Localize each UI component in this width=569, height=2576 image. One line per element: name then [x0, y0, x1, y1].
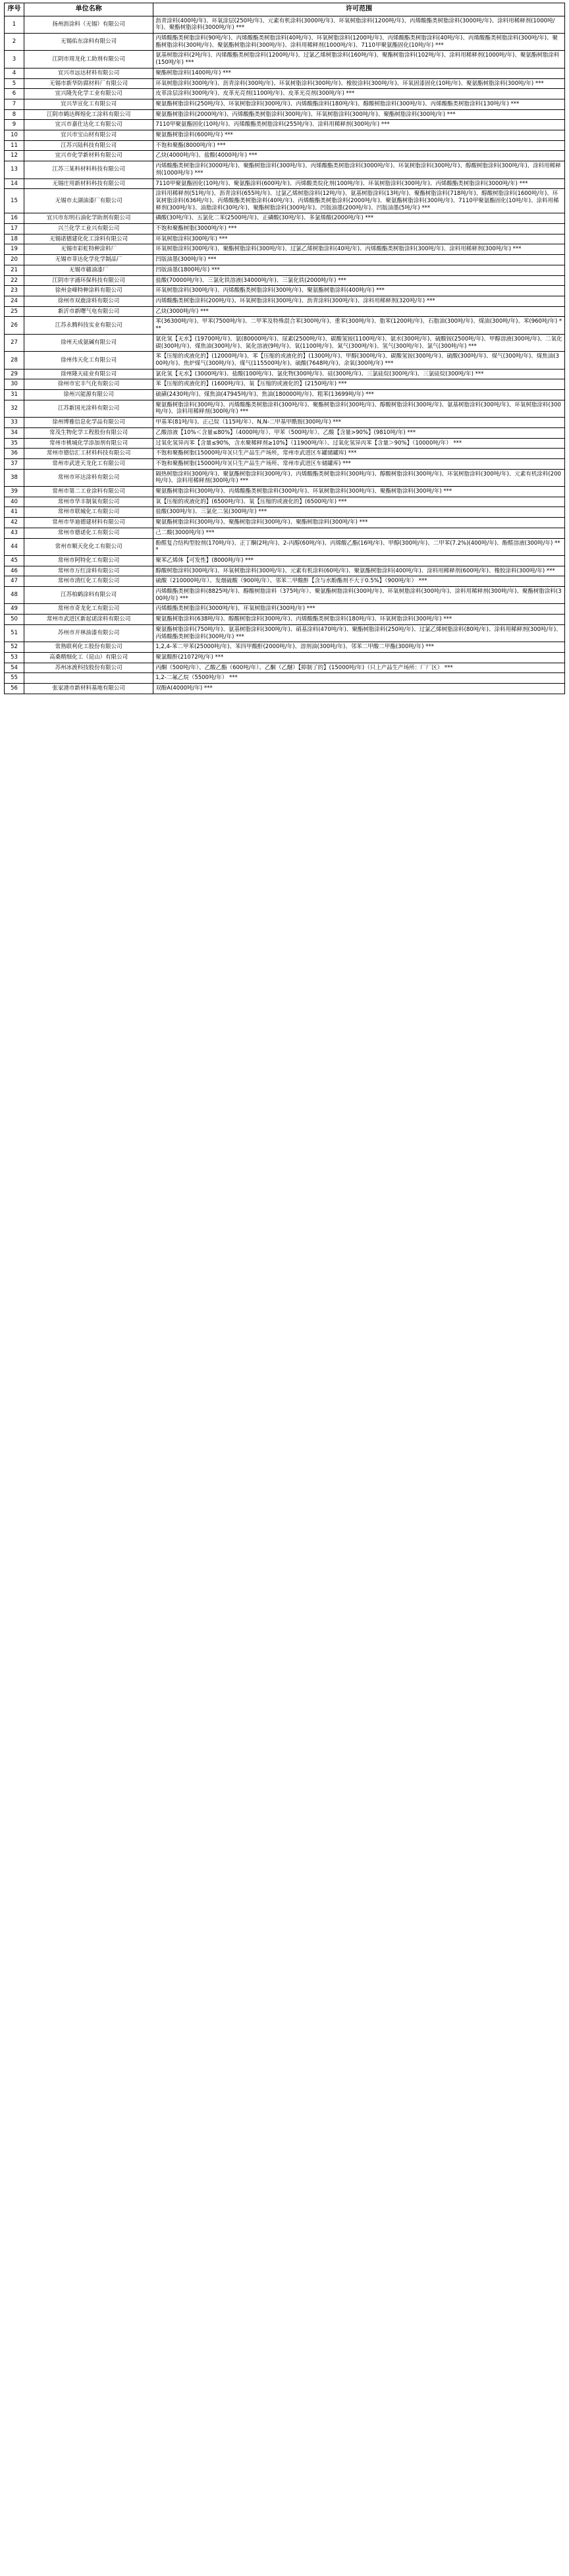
cell-permit-scope: 环氧树脂涂料(300吨/年)、聚酯树脂涂料(300吨/年)、过氯乙烯树脂涂料(40吨/年)、丙烯酸酯类树脂涂料(300吨/年)、涂料用稀释剂(300吨/年) *** [153, 244, 565, 255]
table-row [5, 161, 565, 178]
cell-no: 28 [5, 352, 24, 369]
cell-company-name: 徐州隆天硅业有限公司 [24, 369, 153, 379]
cell-company-name: 常州市武进区新起诺涂料有限公司 [24, 615, 153, 625]
cell-no: 40 [5, 497, 24, 507]
cell-permit-scope: 硫酸（210000吨/年）、发烟硫酸（900吨/年）、邻苯二甲酸酐【含与水酚酯剂不大于0.5%】（900吨/年） *** [153, 576, 565, 587]
table-row [5, 130, 565, 141]
cell-permit-scope: 双酚A(4000吨/年) *** [153, 684, 565, 694]
cell-no: 14 [5, 178, 24, 189]
cell-no: 24 [5, 296, 24, 306]
cell-company-name: 江苏新国光涂料有限公司 [24, 400, 153, 417]
table-body [5, 16, 565, 694]
table-row [5, 518, 565, 528]
cell-no: 53 [5, 653, 24, 663]
cell-permit-scope: 氨基树脂涂料(2吨/年)、丙烯酸酯类树脂涂料(1200吨/年)、过氯乙烯树脂涂料(160吨/年)、聚酯树脂涂料(102吨/年)、涂料用稀释剂(1000吨/年)、聚氨酯树脂涂料(150吨/年) *** [153, 51, 565, 68]
cell-permit-scope: 丙烯酸酯类树脂涂料(3000吨/年)、聚酯树脂涂料(300吨/年)、丙烯酸酯类树脂涂料(3000吨/年)、环氧树脂涂料(300吨/年)、醇酸树脂涂料(300吨/年)、涂料用稀释剂(1000吨/年) *** [153, 161, 565, 178]
cell-no: 25 [5, 306, 24, 317]
table-row [5, 296, 565, 306]
table-row [5, 189, 565, 213]
cell-company-name: 常州市顺天化化工有限公司 [24, 538, 153, 555]
cell-no: 39 [5, 487, 24, 497]
cell-permit-scope: 聚氨酯树脂涂料(250吨/年)、环氧树脂涂料(300吨/年)、丙烯酸酯涂料(180吨/年)、醇酸树脂涂料(300吨/年)、丙烯酸酯类树脂涂料(130吨/年) *** [153, 99, 565, 109]
cell-no: 15 [5, 189, 24, 213]
table-row [5, 624, 565, 642]
cell-permit-scope: 环氧树脂涂料(300吨/年)、丙烯酸酯类树脂涂料(300吨/年)、聚氨酯树脂涂料(400吨/年) *** [153, 286, 565, 296]
cell-company-name: 无锡市彩虹特种涂料厂 [24, 244, 153, 255]
cell-company-name: 常州市华丰制氧有限公司 [24, 497, 153, 507]
cell-company-name: 江苏三某科材料科技有限公司 [24, 161, 153, 178]
table-row [5, 275, 565, 286]
cell-no: 47 [5, 576, 24, 587]
cell-company-name: 常州市桃城化学添加剂有限公司 [24, 438, 153, 449]
table-row [5, 334, 565, 351]
table-row [5, 213, 565, 224]
table-row [5, 604, 565, 615]
cell-permit-scope: 聚酯树脂涂料(1400吨/年) *** [153, 68, 565, 78]
cell-no: 42 [5, 518, 24, 528]
table-row [5, 400, 565, 417]
table-row [5, 317, 565, 334]
table-row [5, 390, 565, 400]
cell-permit-scope: 聚氨酯树脂涂料(300吨/年)、聚酯树脂涂料(300吨/年)、聚酯树脂涂料(300吨/年) *** [153, 518, 565, 528]
cell-permit-scope: 氨化氢【无水】(19700吨/年)、氨(80000吨/年)、尿素(2500吨/年)、碳酸氢铵(1100吨/年)、氨水(300吨/年)、硫酸铵(2500吨/年)、甲醇溶液(300吨/年)、二氧化碳(300吨/年)、煤焦油(300吨/年)、氮化溶液(9吨/年)、氧(1100吨/年)、氮气(300吨/年)、氢气(300吨/年)、氯气(300吨/年) *** [153, 334, 565, 351]
cell-permit-scope: 盐酸(70000吨/年)、三氯化铁溶液(34000吨/年)、三氯化铁(2000吨/年) *** [153, 275, 565, 286]
table-row [5, 555, 565, 566]
cell-company-name: 常茂生物化学工程股份有限公司 [24, 427, 153, 438]
cell-permit-scope: 不饱和聚酯(8000吨/年) *** [153, 140, 565, 151]
cell-company-name: 常州市联城化工有限公司 [24, 507, 153, 518]
table-row [5, 497, 565, 507]
cell-no: 1 [5, 16, 24, 33]
document-page [0, 0, 569, 701]
cell-no: 36 [5, 449, 24, 459]
cell-no: 35 [5, 438, 24, 449]
cell-company-name: 江阴市周龙化工助剂有限公司 [24, 51, 153, 68]
cell-company-name: 宜兴隆先化学工业有限公司 [24, 89, 153, 99]
cell-no: 12 [5, 151, 24, 161]
table-row [5, 120, 565, 130]
table-row [5, 566, 565, 576]
cell-permit-scope: 磷酸(30吨/年)、五氯化二苯(2500吨/年)、正磷酸(30吨/年)、多氯烯酸(2000吨/年) *** [153, 213, 565, 224]
cell-no: 51 [5, 624, 24, 642]
table-row [5, 663, 565, 673]
table-row [5, 642, 565, 653]
cell-no: 5 [5, 78, 24, 89]
cell-company-name: 江苏柏鹤涂料有限公司 [24, 587, 153, 604]
cell-company-name: 常熟联利化工股份有限公司 [24, 642, 153, 653]
cell-permit-scope: 苯(36300吨/年)、甲苯(7500吨/年)、二甲苯及特殊混合苯(300吨/年)、重苯(300吨/年)、脂苯(1200吨/年)、石脂油(300吨/年)、煤油(300吨/年)、苯(960吨/年) *** [153, 317, 565, 334]
cell-permit-scope: 沥青涂料(400吨/年)、环氧涂层(250吨/年)、元素有机涂料(3000吨/年)、环氧树脂涂料(1200吨/年)、丙烯酸酯类树脂涂料(3000吨/年)、涂料用稀释剂(1000吨/年)、聚酯树脂涂料(3000吨/年) *** [153, 16, 565, 33]
table-row [5, 244, 565, 255]
cell-no: 55 [5, 673, 24, 684]
table-row [5, 78, 565, 89]
cell-no: 10 [5, 130, 24, 141]
cell-permit-scope: 聚氨酯树脂涂料(750吨/年)、氨基树脂涂料(300吨/年)、硝基涂料(470吨/年)、聚酯树脂涂料(250吨/年)、过氯乙烯树脂涂料(80吨/年)、涂料用稀释剂(300吨/年)、丙烯酸酯类树脂涂料(300吨/年) *** [153, 624, 565, 642]
cell-permit-scope: 过氧化氢异丙苯【含量≤90%，含水聚稀释剂≥10%】（11900吨/年）、过氧化氢异丙苯【含量＞90%】（10000吨/年） *** [153, 438, 565, 449]
cell-no: 2 [5, 34, 24, 51]
cell-company-name: 常州市万红涂料有限公司 [24, 566, 153, 576]
cell-permit-scope: 硫磺(2430吨/年)、煤焦油(47945吨/年)、焦油(180000吨/年)、粗苯(13699吨/年) *** [153, 390, 565, 400]
cell-no: 50 [5, 615, 24, 625]
table-row [5, 449, 565, 459]
cell-no: 29 [5, 369, 24, 379]
cell-no: 32 [5, 400, 24, 417]
cell-no: 17 [5, 224, 24, 234]
table-row [5, 684, 565, 694]
table-row [5, 369, 565, 379]
column-header-scope: 许可范围 [153, 3, 565, 16]
cell-permit-scope: 皮革涂层涂料(300吨/年)、皮革光亮剂(1100吨/年)、皮革光亮剂(300吨/年) *** [153, 89, 565, 99]
cell-permit-scope: 氧【压缩的或液化的】(6500吨/年)、氧【压缩的或液化的】(6500吨/年) *** [153, 497, 565, 507]
table-row [5, 178, 565, 189]
table-row [5, 458, 565, 469]
cell-company-name: 徐州金峰特种涂料有限公司 [24, 286, 153, 296]
cell-permit-scope: 苯【压缩的或液化的】(1600吨/年)、氧【压缩的或液化的】(2150吨/年) *** [153, 379, 565, 390]
cell-no: 11 [5, 140, 24, 151]
table-row [5, 352, 565, 369]
table-row [5, 151, 565, 161]
cell-no: 6 [5, 89, 24, 99]
cell-company-name: 无锡市赣油漆厂 [24, 265, 153, 275]
cell-permit-scope: 酚醛复合结构型胶剂(170吨/年)、正丁酮(2吨/年)、2-丙醇(60吨/年)、丙烯酸乙酯(16吨/年)、甲醇(300吨/年)、二甲苯(7.2%)(400吨/年)、酚醛溶液(300吨/年) *** [153, 538, 565, 555]
table-row [5, 224, 565, 234]
table-row [5, 469, 565, 486]
cell-company-name: 扬州沥涂料（无锡）有限公司 [24, 16, 153, 33]
cell-permit-scope: 凹版油墨(300吨/年) *** [153, 255, 565, 265]
cell-company-name: 徐州天成氨碱有限公司 [24, 334, 153, 351]
cell-no: 22 [5, 275, 24, 286]
cell-no: 44 [5, 538, 24, 555]
cell-company-name: 宜兴市嘉仕达化工有限公司 [24, 120, 153, 130]
cell-company-name [24, 673, 153, 684]
table-row [5, 487, 565, 497]
table-row [5, 265, 565, 275]
table-row [5, 538, 565, 555]
cell-permit-scope: 丙烯酸酯类树脂涂料(90吨/年)、丙烯酸酯类树脂涂料(40吨/年)、环氧树脂涂料(1200吨/年)、丙烯酸酯类树脂涂料(40吨/年)、丙烯酸酯类树脂涂料(300吨/年)、聚酯树脂涂料(300吨/年)、聚氨酯树脂涂料(300吨/年)、涂料用稀释剂(1000吨/年)、7110甲聚氨酯固化(10吨/年) *** [153, 34, 565, 51]
cell-permit-scope: 己二酸(3000吨/年) *** [153, 528, 565, 538]
cell-permit-scope: 环氧树脂涂料(300吨/年)、沥青涂料(300吨/年)、环氧树脂涂料(300吨/年)、橡胶涂料(300吨/年)、环氧固漆固化(10吨/年)、聚氨酯树脂涂料(300吨/年) *** [153, 78, 565, 89]
cell-company-name: 宜兴华宣化工有限公司 [24, 99, 153, 109]
cell-company-name: 徐州市宏丰气化有限公司 [24, 379, 153, 390]
cell-no: 41 [5, 507, 24, 518]
table-row [5, 507, 565, 518]
table-row [5, 89, 565, 99]
cell-company-name: 常州市环达涂料有限公司 [24, 469, 153, 486]
cell-permit-scope: 不饱和聚酯树脂(15000吨/年)(只生产品生产场所，常州市武进区车罐储罐库) *** [153, 449, 565, 459]
table-row [5, 528, 565, 538]
cell-no: 46 [5, 566, 24, 576]
cell-company-name: 兴兰化学工业兴有限公司 [24, 224, 153, 234]
cell-no: 43 [5, 528, 24, 538]
cell-permit-scope: 乙炔(3000吨/年) *** [153, 306, 565, 317]
cell-company-name: 无锡市太湖油漆厂有限公司 [24, 189, 153, 213]
table-row [5, 16, 565, 33]
cell-no: 16 [5, 213, 24, 224]
cell-company-name: 江苏兴陆科技有限公司 [24, 140, 153, 151]
cell-company-name: 常州市德信汇工材料科技有限公司 [24, 449, 153, 459]
cell-permit-scope: 丙酮（500吨/年）、乙酸乙酯（600吨/年）、乙酮（乙醚）【抑制了的】(15000吨/年)（只上产品生产场所：厂厂区） *** [153, 663, 565, 673]
cell-company-name: 宜兴市化学新材料有限公司 [24, 151, 153, 161]
cell-company-name: 无锡市菲达化学化学制品厂 [24, 255, 153, 265]
cell-no: 52 [5, 642, 24, 653]
cell-permit-scope: 丙烯酸酯类树脂涂料(200吨/年)、环氧树脂涂料(300吨/年)、沥青涂料(300吨/年)、涂料用稀释剂(320吨/年) *** [153, 296, 565, 306]
table-row [5, 438, 565, 449]
table-row [5, 68, 565, 78]
cell-company-name: 宜兴市宝山材有限公司 [24, 130, 153, 141]
cell-permit-scope: 乙炔(4000吨/年)、盐酸(4000吨/年) *** [153, 151, 565, 161]
cell-company-name: 苏州市开林油漆有限公司 [24, 624, 153, 642]
cell-company-name: 徐州市双鹿涂料有限公司 [24, 296, 153, 306]
cell-permit-scope: 聚苯乙烯体【可发性】(8000吨/年) *** [153, 555, 565, 566]
table-row [5, 286, 565, 296]
cell-no: 31 [5, 390, 24, 400]
table-row [5, 673, 565, 684]
table-row [5, 427, 565, 438]
cell-no: 21 [5, 265, 24, 275]
cell-permit-scope: 聚氨酯树脂涂料(638吨/年)、醇酸树脂涂料(300吨/年)、丙烯酸酯类树脂涂料(180吨/年)、环氧树脂涂料(300吨/年) *** [153, 615, 565, 625]
cell-permit-scope: 7110甲聚氨酯固化(10吨/年)、丙烯酸酯类树脂涂料(255吨/年)、涂料用稀释剂(300吨/年) *** [153, 120, 565, 130]
table-row [5, 653, 565, 663]
cell-permit-scope: 不饱和聚酯树脂(3000吨/年) *** [153, 224, 565, 234]
cell-company-name: 徐州博雅信息化学品有限公司 [24, 418, 153, 428]
cell-company-name: 无锡佑东涂料有限公司 [24, 34, 153, 51]
cell-no: 26 [5, 317, 24, 334]
cell-company-name: 张家港市新材料基地有限公司 [24, 684, 153, 694]
cell-permit-scope: 醇酸树脂涂料(300吨/年)、环氧树脂涂料(300吨/年)、元素有机涂料(60吨/年)、聚氨酯树脂涂料(400吨/年)、涂料用稀释剂(600吨/年)、橡胶涂料(300吨/年) *** [153, 566, 565, 576]
cell-no: 20 [5, 255, 24, 265]
cell-no: 27 [5, 334, 24, 351]
table-header-row [5, 3, 565, 16]
cell-permit-scope: 聚氨酯树脂涂料(2000吨/年)、丙烯酸酯类树脂涂料(300吨/年)、环氧树脂涂料(300吨/年)、聚酯树脂涂料(300吨/年) *** [153, 109, 565, 120]
cell-company-name: 徐州伟天化工有限公司 [24, 352, 153, 369]
cell-permit-scope: 甲基苯(81吨/年)、正己烷（115吨/年）、N,N-二甲基甲酰胺(300吨/年) *** [153, 418, 565, 428]
cell-permit-scope: 不饱和聚酯树脂(15000吨/年)(只生产品生产场所、常州市武进区车储罐库) *** [153, 458, 565, 469]
table-row [5, 234, 565, 244]
cell-no: 56 [5, 684, 24, 694]
table-row [5, 418, 565, 428]
cell-permit-scope: 盐酸(300吨/年)、三氯化二氢(300吨/年) *** [153, 507, 565, 518]
cell-company-name: 江阴市鹤达辉煌化工涂料有限公司 [24, 109, 153, 120]
cell-permit-scope: 乙酸溶液【10%＜含量≤80%】（4000吨/年）、甲苯（500吨/年）、乙酸【含量>90%】(9810吨/年) *** [153, 427, 565, 438]
cell-company-name: 常州市奇龙化工有限公司 [24, 604, 153, 615]
cell-no: 30 [5, 379, 24, 390]
table-row [5, 379, 565, 390]
cell-no: 23 [5, 286, 24, 296]
cell-permit-scope: 聚氨酯树脂涂料(300吨/年)、丙烯酸酯类树脂涂料(300吨/年)、环氧树脂涂料(300吨/年)、聚酯树脂涂料(300吨/年) *** [153, 487, 565, 497]
table-row [5, 140, 565, 151]
table-row [5, 99, 565, 109]
cell-permit-scope: 7110甲聚氨酯固化(10吨/年)、聚氨酯涂料(600吨/年)、丙烯酸类烷化剂(100吨/年)、环氧树脂涂料(300吨/年)、丙烯酸酯类树脂涂料(3000吨/年) *** [153, 178, 565, 189]
cell-permit-scope: 丙烯酸酯类树脂涂料(8825吨/年)、醇酸树脂涂料（375吨/年）、聚氨酯树脂涂料(300吨/年)、环氧树脂涂料(300吨/年)、涂料用稀释剂(300吨/年)、聚酯树脂涂料(300吨/年) *** [153, 587, 565, 604]
cell-no: 19 [5, 244, 24, 255]
table-row [5, 587, 565, 604]
cell-no: 9 [5, 120, 24, 130]
table-row [5, 576, 565, 587]
cell-permit-scope: 聚氨酯树脂涂料(600吨/年) *** [153, 130, 565, 141]
cell-company-name: 江阴市字涌环保科技有限公司 [24, 275, 153, 286]
cell-no: 38 [5, 469, 24, 486]
cell-permit-scope: 聚氯酸酐(21072吨/年) *** [153, 653, 565, 663]
cell-permit-scope: 苯【压缩的或液化的】(12000吨/年)、苯【压缩的或液化的】(1300吨/年)、甲醇(300吨/年)、碳酸氢铵(300吨/年)、硫酸(300吨/年)、煤气(300吨/年)、煤焦油(300吨/年)、焦炉煤气(300吨/年)、煤气(115500吨/年)、硫酸(7648吨/年)、余氧(300吨/年) *** [153, 352, 565, 369]
table-row [5, 306, 565, 317]
cell-no: 4 [5, 68, 24, 78]
permit-table [4, 3, 565, 694]
cell-company-name: 徐州兴能源有限公司 [24, 390, 153, 400]
cell-company-name: 常州市华迪德建材料有限公司 [24, 518, 153, 528]
table-row [5, 109, 565, 120]
cell-permit-scope: 1,2,4-苯二甲苯(25000吨/年)、苯四甲酸酐(2000吨/年)、溶剂油(300吨/年)、邻苯二甲酸二甲酯(300吨/年) *** [153, 642, 565, 653]
cell-permit-scope: 涂料用稀释剂(51吨/年)、沥青涂料(655吨/年)、过氯乙烯树脂涂料(12吨/年)、氨基树脂涂料(13吨/年)、聚酯树脂涂料(718吨/年)、醇酸树脂涂料(1600吨/年)、环氧树脂涂料(636吨/年)、丙烯酸酯类树脂涂料(40吨/年)、丙烯酸酯类树脂涂料(2000吨/年)、聚氨酯树脂涂料(300吨/年)、7110甲聚氨酯固化(10吨/年)、涂料用稀释剂(300吨/年)、油脂涂料(30吨/年)、聚酯树脂涂料(300吨/年)、凹版油墨(200吨/年)、凹版油墨(5吨/年) *** [153, 189, 565, 213]
cell-no: 8 [5, 109, 24, 120]
cell-no: 33 [5, 418, 24, 428]
cell-company-name: 常州市第二工业涂料有限公司 [24, 487, 153, 497]
cell-no: 34 [5, 427, 24, 438]
cell-no: 45 [5, 555, 24, 566]
cell-no: 49 [5, 604, 24, 615]
cell-no: 7 [5, 99, 24, 109]
cell-permit-scope: 聚氨酯树脂涂料(300吨/年)、丙烯酸酯类树脂涂料(300吨/年)、聚酯树脂涂料(300吨/年)、醇酸树脂涂料(300吨/年)、氨基树脂涂料(300吨/年)、环氧树脂涂料(300吨/年)、涂料用稀释剂(300吨/年) *** [153, 400, 565, 417]
cell-company-name: 江苏永腾科技实业有限公司 [24, 317, 153, 334]
cell-permit-scope: 环氧树脂涂料(300吨/年) *** [153, 234, 565, 244]
cell-no: 48 [5, 587, 24, 604]
cell-no: 37 [5, 458, 24, 469]
cell-permit-scope: 丙烯酸酯类树脂涂料(3000吨/年)、环氧树脂涂料(300吨/年) *** [153, 604, 565, 615]
table-row [5, 34, 565, 51]
column-header-no: 序号 [5, 3, 24, 16]
cell-company-name: 宜兴市东明石油化学助剂有限公司 [24, 213, 153, 224]
cell-company-name: 新沂市新曙气电有限公司 [24, 306, 153, 317]
table-row [5, 615, 565, 625]
cell-permit-scope: 1,2-二氟乙烷（5500吨/年） *** [153, 673, 565, 684]
cell-no: 54 [5, 663, 24, 673]
cell-company-name: 常州市武进天龙化工有限公司 [24, 458, 153, 469]
cell-company-name: 宜兴市远达材料有限公司 [24, 68, 153, 78]
cell-permit-scope: 氯化氢【无水】(3000吨/年)、盐酸(100吨/年)、氯化物(300吨/年)、硅(300吨/年)、三氯硅烷(300吨/年)、三氯硅烷(300吨/年) *** [153, 369, 565, 379]
cell-permit-scope: 隔热树脂涂料(300吨/年)、聚氨酯树脂涂料(300吨/年)、丙烯酸酯类树脂涂料(300吨/年)、醇酸树脂涂料(300吨/年)、环氧树脂涂料(300吨/年)、元素有机涂料(200吨/年)、涂料用稀释剂(300吨/年) *** [153, 469, 565, 486]
cell-company-name: 无锡诺德建化化工涂料有限公司 [24, 234, 153, 244]
table-row [5, 255, 565, 265]
cell-company-name: 无锡庄用新材料科技有限公司 [24, 178, 153, 189]
cell-company-name: 苏州冰渡科技股份有限公司 [24, 663, 153, 673]
cell-no: 13 [5, 161, 24, 178]
cell-no: 3 [5, 51, 24, 68]
column-header-name: 单位名称 [24, 3, 153, 16]
table-row [5, 51, 565, 68]
cell-company-name: 常州市德诺化工有限公司 [24, 528, 153, 538]
cell-company-name: 常州市阿特化工有限公司 [24, 555, 153, 566]
cell-company-name: 无锡市新华防腐材料厂有限公司 [24, 78, 153, 89]
cell-no: 18 [5, 234, 24, 244]
cell-permit-scope: 凹版油墨(1800吨/年) *** [153, 265, 565, 275]
cell-company-name: 常州市清红化工有限公司 [24, 576, 153, 587]
cell-company-name: 高桑精细化工（昆山）有限公司 [24, 653, 153, 663]
